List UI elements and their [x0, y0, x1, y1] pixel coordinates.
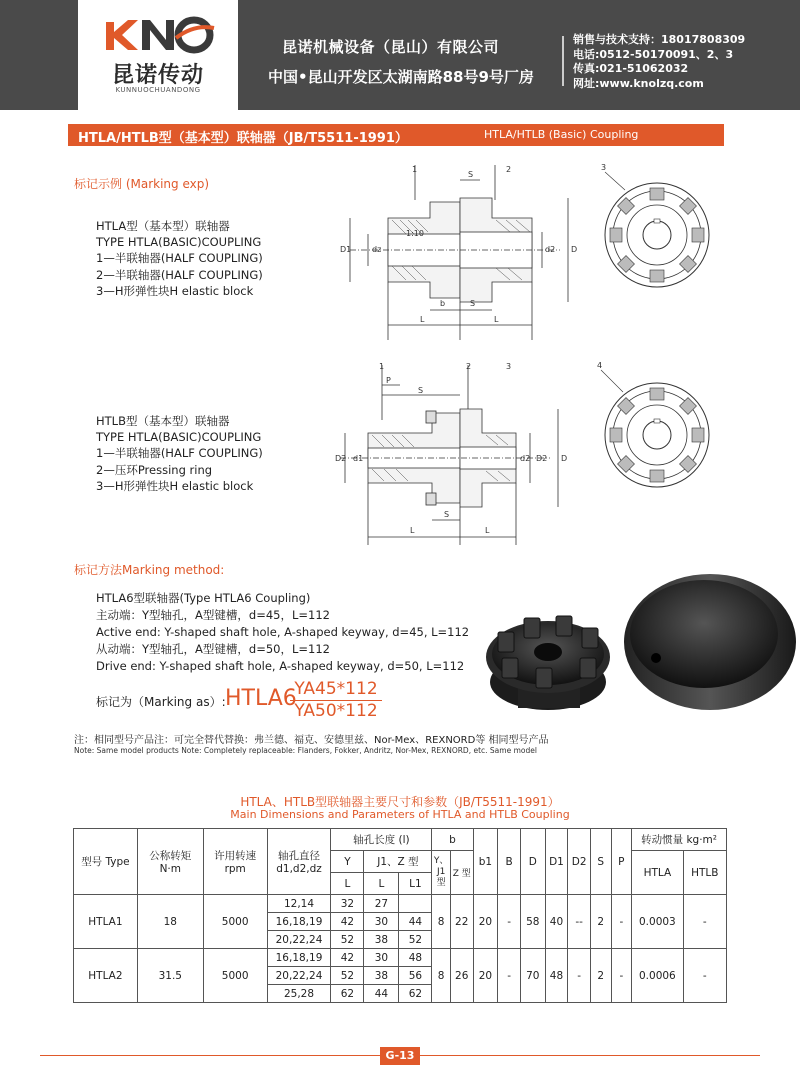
- cell-b-z: 26: [450, 949, 473, 1003]
- col-header-b: b: [432, 829, 473, 851]
- cell-D1: 40: [545, 895, 568, 949]
- drawing-label-taper: 1:10: [406, 229, 424, 238]
- contact-fax: 传真:021-51062032: [573, 62, 689, 75]
- htlb-spec-line: TYPE HTLA(BASIC)COUPLING: [96, 430, 262, 445]
- cell-l1: 62: [399, 985, 432, 1003]
- table-title-en: Main Dimensions and Parameters of HTLA and HTLB Coupling: [230, 808, 570, 821]
- drawing-label-Db: D: [561, 454, 568, 463]
- drawing-label-l: L: [420, 315, 425, 324]
- logo: [78, 0, 238, 110]
- htlb-end-view-drawing: [595, 360, 715, 500]
- company-address: 中国•昆山开发区太湖南路88号9号厂房: [268, 68, 534, 86]
- contact-phone: 电话:0512-50170091、2、3: [573, 47, 734, 61]
- cell-B: -: [498, 949, 521, 1003]
- cell-j-l: 44: [364, 985, 399, 1003]
- col-header-Y: Y: [331, 851, 364, 873]
- cell-l1: [399, 895, 432, 913]
- cell-bore: 12,14: [267, 895, 331, 913]
- htlb-spec: [96, 413, 263, 494]
- htla-spec-line: TYPE HTLA(BASIC)COUPLING: [96, 235, 262, 250]
- cell-bore: 25,28: [267, 985, 331, 1003]
- method-line: 从动端：Y型轴孔，A型键槽，d=50，L=112: [96, 642, 330, 656]
- htlb-spec-line: HTLB型（基本型）联轴器: [96, 414, 230, 428]
- cell-torque: 18: [137, 895, 203, 949]
- marking-as-label: 标记为（Marking as）:: [96, 695, 226, 709]
- cell-S: 2: [590, 895, 611, 949]
- section-title-en: HTLA/HTLB (Basic) Coupling: [484, 128, 639, 141]
- cell-l1: 56: [399, 967, 432, 985]
- htla-spec-line: HTLA型（基本型）联轴器: [96, 219, 230, 233]
- note-en: Note: Same model products Note: Completely replaceable: Flanders, Fokker, Andritz, Nor-Mex, REXNORD, etc. Same model: [74, 746, 537, 755]
- cell-l1: 44: [399, 913, 432, 931]
- htlb-spec-line: 3—H形弹性块H elastic block: [96, 478, 254, 493]
- cell-b1: 20: [473, 949, 498, 1003]
- cell-b-yj: 8: [432, 895, 451, 949]
- cell-l1: 48: [399, 949, 432, 967]
- col-header-model: 型号 Type: [74, 829, 138, 895]
- marking-method-lines: [96, 590, 469, 675]
- drawing-label-l2: L: [494, 315, 499, 324]
- drawing-label-3: 3: [601, 163, 607, 172]
- cell-P: -: [611, 949, 632, 1003]
- cell-bore: 20,22,24: [267, 967, 331, 985]
- drawing-label-dz: dz: [372, 245, 382, 254]
- col-header-torque: 公称转矩 N·m: [137, 829, 203, 895]
- drawing-label-s: S: [468, 170, 474, 179]
- contact-divider: [562, 36, 564, 86]
- htlb-spec-line: 1—半联轴器(HALF COUPLING): [96, 446, 263, 461]
- contact-website[interactable]: 网址:www.knolzq.com: [573, 76, 704, 90]
- page-header: [0, 0, 800, 110]
- cell-y-l: 52: [331, 967, 364, 985]
- cell-j-l: 30: [364, 913, 399, 931]
- cell-bore: 16,18,19: [267, 949, 331, 967]
- drawing-label-p: P: [386, 376, 391, 385]
- col-header-speed: 许用转速 rpm: [203, 829, 267, 895]
- col-header-J1Z: J1、Z 型: [364, 851, 432, 873]
- marking-fraction: [290, 679, 382, 721]
- drawing-label-d2b: d2: [520, 454, 531, 463]
- drawing-label-s-bottom: S: [444, 510, 450, 519]
- cell-y-l: 42: [331, 949, 364, 967]
- col-header-D: D: [520, 829, 545, 895]
- col-header-Y-L: L: [331, 873, 364, 895]
- table-title-cn: HTLA、HTLB型联轴器主要尺寸和参数（JB/T5511-1991）: [240, 795, 560, 809]
- htla-spec-line: 1—半联轴器(HALF COUPLING): [96, 251, 263, 266]
- note-cn: 注：相同型号产品注：可完全替代替换：弗兰德、福克、安德里兹、Nor-Mex、REXNORD等 相同型号产品: [74, 735, 549, 746]
- cell-D1: 48: [545, 949, 568, 1003]
- section-title-cn: HTLA/HTLB型（基本型）联轴器（JB/T5511-1991）: [78, 131, 408, 146]
- cell-P: -: [611, 895, 632, 949]
- htla-spec: [96, 218, 263, 299]
- drawing-label-d: D: [571, 245, 578, 254]
- cell-bore: 16,18,19: [267, 913, 331, 931]
- col-header-b1: b1: [473, 829, 498, 895]
- col-header-htla: HTLA: [632, 851, 683, 895]
- cell-b-yj: 8: [432, 949, 451, 1003]
- logo-en-text: KUNNUOCHUANDONG: [115, 86, 201, 94]
- marking-denominator: YA50*112: [294, 701, 378, 721]
- col-header-D1: D1: [545, 829, 568, 895]
- cell-model: HTLA1: [74, 895, 138, 949]
- col-header-inertia: 转动惯量 kg·m²: [632, 829, 727, 851]
- col-header-b-Z: Z 型: [450, 851, 473, 895]
- marking-method-label: 标记方法Marking method:: [74, 563, 225, 577]
- cell-j-l: 38: [364, 967, 399, 985]
- logo-mark-icon: [100, 14, 216, 56]
- drawing-label-3b: 3: [506, 362, 512, 371]
- drawing-label-1: 1: [412, 165, 418, 174]
- cell-B: -: [498, 895, 521, 949]
- drawing-label-lb2: L: [485, 526, 490, 535]
- htlb-spec-line: 2—压环Pressing ring: [96, 462, 213, 477]
- col-header-S: S: [590, 829, 611, 895]
- cell-htla: 0.0003: [632, 895, 683, 949]
- drawing-label-d1b: d1: [353, 454, 364, 463]
- section-title-bar: [68, 124, 724, 146]
- cell-torque: 31.5: [137, 949, 203, 1003]
- htlb-section-drawing: [320, 355, 590, 550]
- htla-spec-line: 3—H形弹性块H elastic block: [96, 283, 254, 298]
- col-header-P: P: [611, 829, 632, 895]
- method-line: Drive end: Y-shaped shaft hole, A-shaped keyway, d=50, L=112: [96, 659, 465, 673]
- htla-end-view-drawing: [595, 160, 715, 300]
- cell-b1: 20: [473, 895, 498, 949]
- drawing-label-d2: D2: [335, 454, 347, 463]
- method-line: 主动端：Y型轴孔，A型键槽，d=45，L=112: [96, 608, 330, 622]
- htla-section-drawing: [320, 160, 590, 350]
- contact-sales: 销售与技术支持：18017808309: [573, 33, 746, 46]
- cell-j-l: 27: [364, 895, 399, 913]
- drawing-label-s-top: S: [418, 386, 424, 395]
- dimensions-table: [73, 828, 727, 1003]
- col-header-htlb: HTLB: [683, 851, 726, 895]
- cell-D2: -: [568, 949, 591, 1003]
- htla-spec-line: 2—半联轴器(HALF COUPLING): [96, 267, 263, 282]
- cell-y-l: 42: [331, 913, 364, 931]
- contact-block: [573, 33, 745, 91]
- drawing-label-4: 4: [597, 361, 603, 370]
- col-header-L1: L1: [399, 873, 432, 895]
- col-header-b-YJ1: Y、J1 型: [432, 851, 451, 895]
- table-row: [74, 895, 727, 913]
- drawing-label-b: b: [440, 299, 446, 308]
- cell-D: 58: [520, 895, 545, 949]
- cell-speed: 5000: [203, 895, 267, 949]
- cell-D2: --: [568, 895, 591, 949]
- coupling-product-photo: [478, 572, 798, 722]
- cell-bore: 20,22,24: [267, 931, 331, 949]
- cell-model: HTLA2: [74, 949, 138, 1003]
- cell-S: 2: [590, 949, 611, 1003]
- col-header-bore-length: 轴孔长度 (l): [331, 829, 432, 851]
- cell-l1: 52: [399, 931, 432, 949]
- col-header-J-L: L: [364, 873, 399, 895]
- marking-example-label: 标记示例 (Marking exp): [74, 177, 210, 191]
- cell-b-z: 22: [450, 895, 473, 949]
- cell-D: 70: [520, 949, 545, 1003]
- method-line: Active end: Y-shaped shaft hole, A-shaped keyway, d=45, L=112: [96, 625, 470, 639]
- table-row: [74, 949, 727, 967]
- cell-htla: 0.0006: [632, 949, 683, 1003]
- col-header-bore: 轴孔直径 d1,d2,dz: [267, 829, 331, 895]
- cell-htlb: -: [683, 949, 726, 1003]
- drawing-label-d1: D1: [340, 245, 352, 254]
- method-line: HTLA6型联轴器(Type HTLA6 Coupling): [96, 591, 311, 605]
- drawing-label-s2: S: [470, 299, 476, 308]
- drawing-label-lb: L: [410, 526, 415, 535]
- page-number: G-13: [380, 1047, 420, 1065]
- col-header-B: B: [498, 829, 521, 895]
- logo-cn-text: 昆诺传动: [111, 63, 204, 88]
- cell-y-l: 62: [331, 985, 364, 1003]
- drawing-label-d2: d2: [545, 245, 556, 254]
- col-header-D2: D2: [568, 829, 591, 895]
- company-name: 昆诺机械设备（昆山）有限公司: [282, 38, 500, 56]
- marking-numerator: YA45*112: [290, 679, 382, 701]
- drawing-label-1b: 1: [379, 362, 385, 371]
- drawing-label-2: 2: [506, 165, 512, 174]
- cell-htlb: -: [683, 895, 726, 949]
- drawing-label-2b: 2: [466, 362, 472, 371]
- cell-j-l: 38: [364, 931, 399, 949]
- marking-model: HTLA6: [225, 686, 297, 711]
- cell-y-l: 32: [331, 895, 364, 913]
- cell-y-l: 52: [331, 931, 364, 949]
- cell-speed: 5000: [203, 949, 267, 1003]
- cell-j-l: 30: [364, 949, 399, 967]
- drawing-label-D2b: D2: [536, 454, 548, 463]
